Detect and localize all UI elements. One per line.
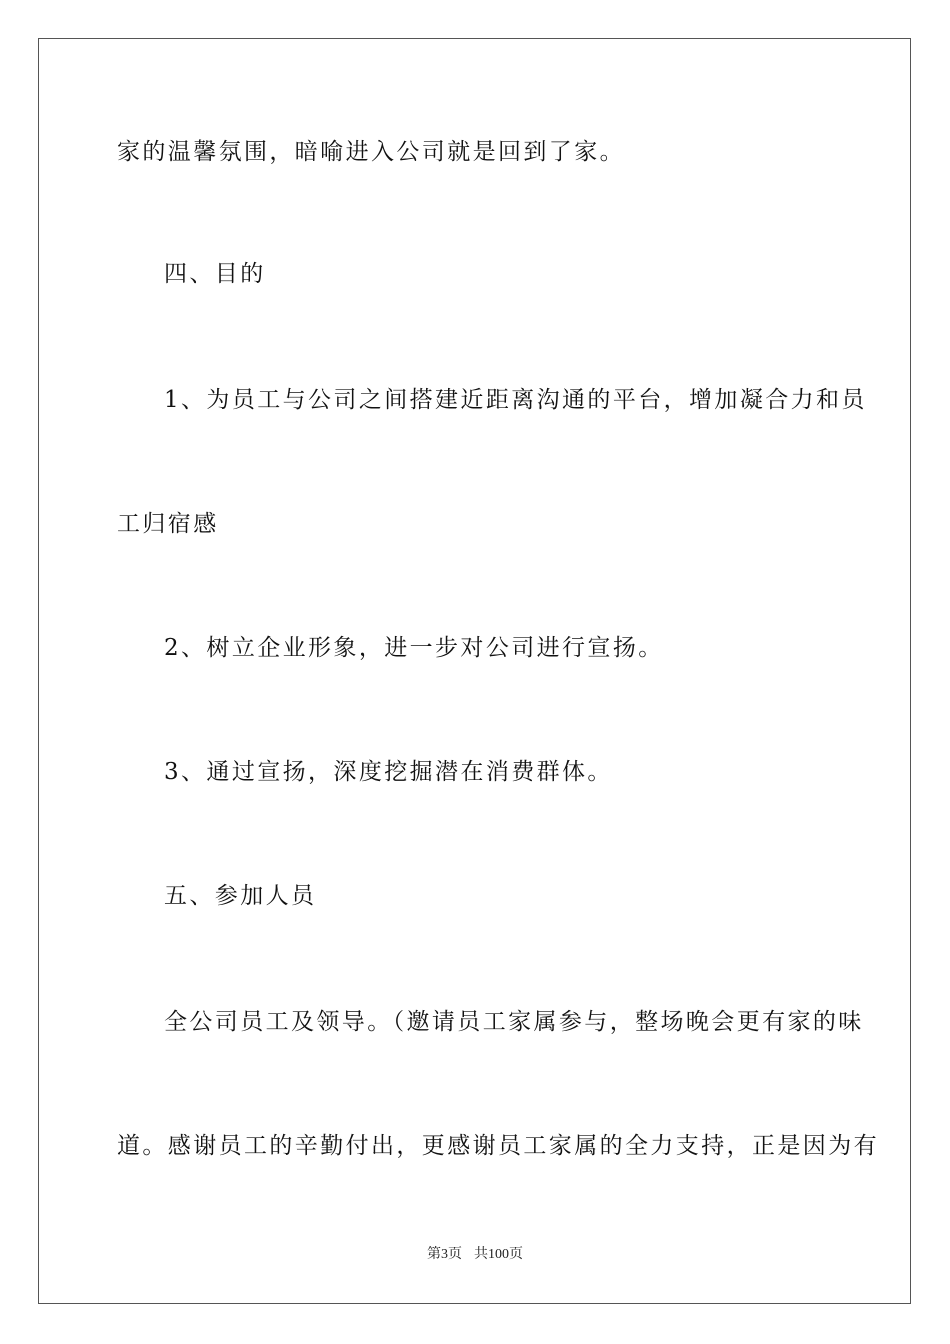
paragraph-participants: 全公司员工及领导。（邀请员工家属参与，整场晚会更有家的味 <box>164 1009 864 1035</box>
list-item-2: 2、树立企业形象，进一步对公司进行宣扬。 <box>164 635 664 661</box>
section-heading-purpose: 四、目的 <box>164 261 266 287</box>
list-item-1: 1、为员工与公司之间搭建近距离沟通的平台，增加凝合力和员 <box>164 387 867 413</box>
list-item-3: 3、通过宣扬，深度挖掘潜在消费群体。 <box>164 759 613 785</box>
page-border <box>38 38 911 1304</box>
page-total: 共100页 <box>474 1247 523 1262</box>
page-number: 第3页 <box>427 1247 462 1262</box>
section-heading-participants: 五、参加人员 <box>164 883 317 909</box>
paragraph-participants-continuation: 道。感谢员工的辛勤付出，更感谢员工家属的全力支持，正是因为有 <box>117 1133 879 1159</box>
list-item-1-continuation: 工归宿感 <box>117 511 219 537</box>
paragraph-line-1: 家的温馨氛围，暗喻进入公司就是回到了家。 <box>117 139 625 165</box>
page-footer <box>0 1245 950 1265</box>
